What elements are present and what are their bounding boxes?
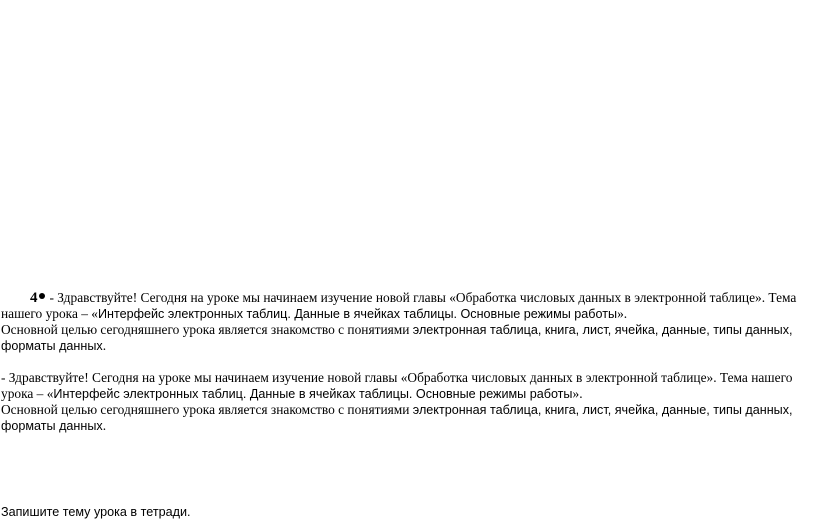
paragraph-2-line-3	[1, 402, 813, 418]
topic-suffix: ».	[617, 306, 628, 321]
lesson-terms-end: форматы данных	[1, 339, 103, 353]
terms-suffix: .	[102, 418, 107, 433]
paragraph-1-line-2	[1, 306, 813, 322]
greeting-text: - Здравствуйте! Сегодня на уроке мы начинаем изучение новой главы «Обработка числовых данных в электронной таблице». Тема нашего	[1, 370, 793, 385]
paragraph-2	[1, 370, 813, 434]
paragraph-2-line-1	[1, 370, 813, 386]
bullet-icon	[39, 293, 45, 299]
lesson-topic: Интерфейс электронных таблиц. Данные в ячейках таблицы. Основные режимы работы	[53, 387, 573, 401]
paragraph-1-line-3	[1, 322, 813, 338]
goal-text: Основной целью сегодняшнего урока является знакомство с понятиями	[1, 322, 413, 337]
paragraph-2-line-2	[1, 386, 813, 402]
paragraph-1	[1, 290, 813, 354]
topic-prefix: урока – «	[1, 386, 54, 401]
terms-suffix: .	[102, 338, 107, 353]
paragraph-2-line-4	[1, 418, 813, 434]
slide-number: 4	[30, 290, 38, 306]
paragraph-1-line-1	[1, 290, 813, 306]
topic-suffix: ».	[572, 386, 583, 401]
goal-text: Основной целью сегодняшнего урока является знакомство с понятиями	[1, 402, 413, 417]
lesson-terms: электронная таблица, книга, лист, ячейка, данные, типы данных,	[412, 323, 793, 337]
topic-prefix: нашего урока – «	[1, 306, 98, 321]
lesson-terms-end: форматы данных	[1, 419, 103, 433]
paragraph-1-line-4	[1, 338, 813, 354]
footer-instruction: Запишите тему урока в тетради.	[1, 505, 191, 519]
lesson-terms: электронная таблица, книга, лист, ячейка, данные, типы данных,	[412, 403, 793, 417]
lesson-topic: Интерфейс электронных таблиц. Данные в ячейках таблицы. Основные режимы работы	[97, 307, 618, 321]
greeting-text: - Здравствуйте! Сегодня на уроке мы начинаем изучение новой главы «Обработка числовых данных в электронной таблице». Тема	[49, 290, 797, 305]
